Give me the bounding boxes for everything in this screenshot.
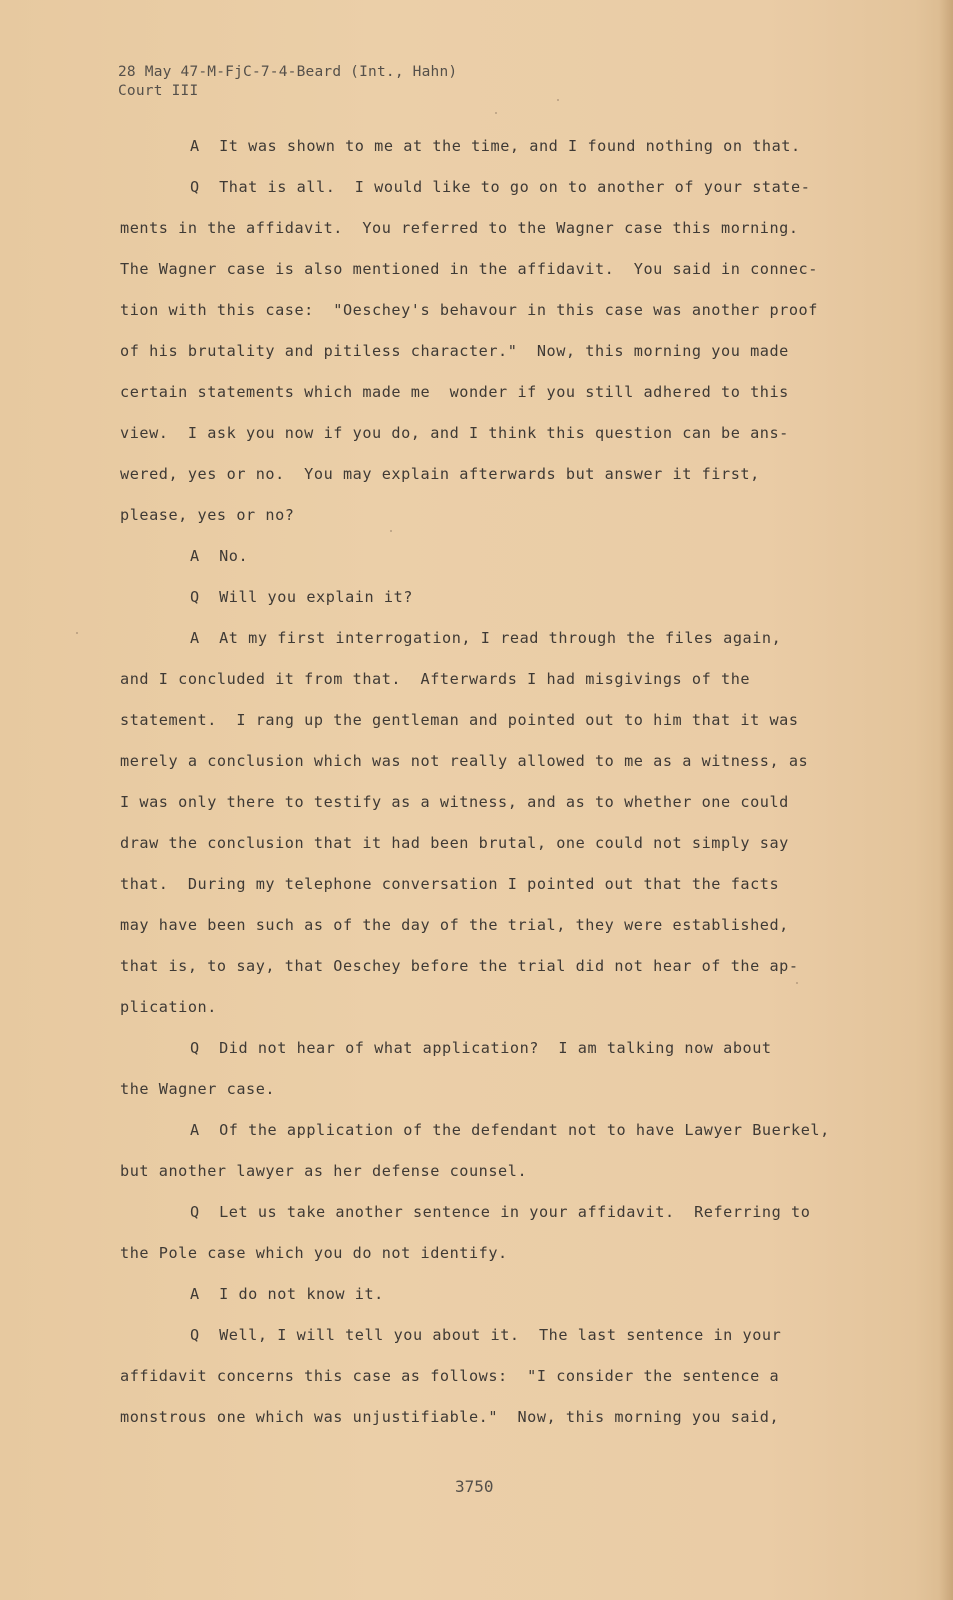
transcript-line: Q That is all. I would like to go on to another of your state- (190, 178, 811, 196)
paper-edge-shadow (939, 0, 953, 1600)
transcript-line: may have been such as of the day of the trial, they were established, (120, 916, 789, 934)
transcript-line: draw the conclusion that it had been brutal, one could not simply say (120, 834, 789, 852)
transcript-line: Q Did not hear of what application? I am talking now about (190, 1039, 772, 1057)
transcript-line: A It was shown to me at the time, and I found nothing on that. (190, 137, 801, 155)
transcript-line: statement. I rang up the gentleman and pointed out to him that it was (120, 711, 799, 729)
transcript-line: the Pole case which you do not identify. (120, 1244, 508, 1262)
transcript-line: and I concluded it from that. Afterwards I had misgivings of the (120, 670, 751, 688)
paper-speck (76, 632, 78, 634)
transcript-line: Q Well, I will tell you about it. The last sentence in your (190, 1326, 782, 1344)
transcript-line: wered, yes or no. You may explain afterwards but answer it first, (120, 465, 760, 483)
transcript-line: certain statements which made me wonder if you still adhered to this (120, 383, 789, 401)
transcript-line: Q Let us take another sentence in your affidavit. Referring to (190, 1203, 811, 1221)
transcript-line: merely a conclusion which was not really allowed to me as a witness, as (120, 752, 809, 770)
header-session-line: 28 May 47-M-FjC-7-4-Beard (Int., Hahn) (118, 64, 458, 80)
transcript-line: A At my first interrogation, I read through the files again, (190, 629, 782, 647)
transcript-line: that is, to say, that Oeschey before the trial did not hear of the ap- (120, 957, 799, 975)
transcript-line: please, yes or no? (120, 506, 295, 524)
transcript-line: monstrous one which was unjustifiable." Now, this morning you said, (120, 1408, 780, 1426)
header-court-line: Court III (118, 83, 199, 99)
transcript-line: ments in the affidavit. You referred to the Wagner case this morning. (120, 219, 799, 237)
paper-speck (495, 112, 497, 114)
transcript-line: tion with this case: "Oeschey's behavour in this case was another proof (120, 301, 818, 319)
transcript-line: view. I ask you now if you do, and I think this question can be ans- (120, 424, 789, 442)
transcript-line: affidavit concerns this case as follows: "I consider the sentence a (120, 1367, 780, 1385)
transcript-line: but another lawyer as her defense counsel. (120, 1162, 528, 1180)
paper-speck (557, 99, 559, 101)
transcript-line: Q Will you explain it? (190, 588, 413, 606)
transcript-line: A I do not know it. (190, 1285, 384, 1303)
page-number: 3750 (455, 1477, 494, 1496)
transcript-line: of his brutality and pitiless character." Now, this morning you made (120, 342, 789, 360)
transcript-line: I was only there to testify as a witness, and as to whether one could (120, 793, 789, 811)
transcript-line: the Wagner case. (120, 1080, 276, 1098)
paper-speck (796, 982, 798, 984)
transcript-line: plication. (120, 998, 217, 1016)
transcript-line: A Of the application of the defendant not to have Lawyer Buerkel, (190, 1121, 830, 1139)
paper-speck (390, 530, 392, 532)
transcript-line: that. During my telephone conversation I pointed out that the facts (120, 875, 780, 893)
transcript-line: The Wagner case is also mentioned in the affidavit. You said in connec- (120, 260, 818, 278)
transcript-line: A No. (190, 547, 249, 565)
